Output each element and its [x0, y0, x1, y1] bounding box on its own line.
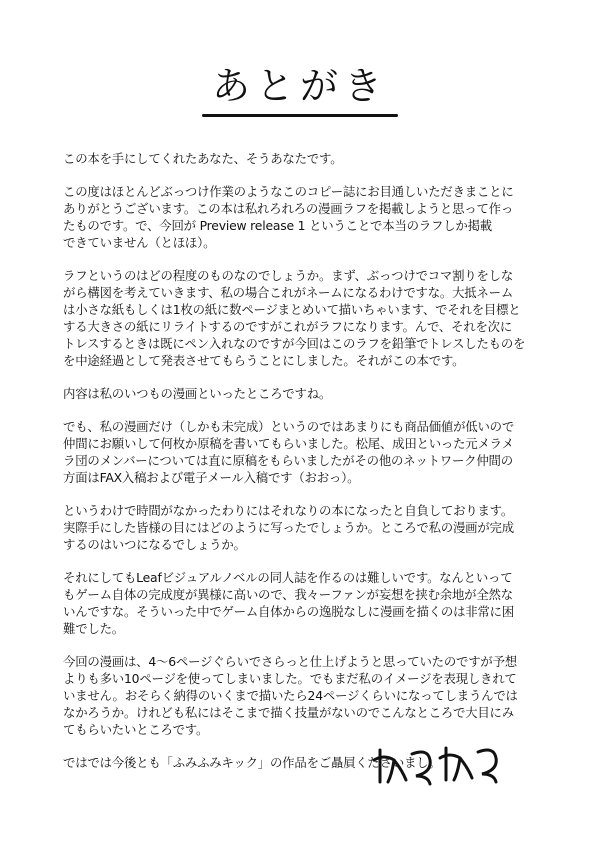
paragraph-line: 内容は私のいつもの漫画といったところですね。 [63, 386, 332, 401]
paragraph-line: この本を手にしてくれたあなた、そうあなたです。 [63, 151, 343, 166]
paragraph-line: もゲーム自体の完成度が異様に高いので、我々ーファンが妄想を挟む余地が全然な [63, 587, 513, 602]
paragraph-line: ラ団のメンバーについては直に原稿をもらいましたがその他のネットワーク仲間の [63, 453, 513, 468]
paragraph-line: ではでは今後とも「ふみふみキック」の作品をご贔屓くださいまし。 [63, 755, 441, 770]
paragraph-line: それにしてもLeafビジュアルノベルの同人誌を作るのは難しいです。なんといって [63, 570, 513, 585]
paragraph-line: 仲間にお願いして何枚か原稿を書いてもらいました。松尾、成田といった元メラメ [63, 436, 514, 451]
paragraph [63, 385, 541, 402]
paragraph-line: よりも多い10ページを使ってしまいました。でもまだ私のイメージを表現しきれて [63, 671, 517, 686]
author-signature [372, 730, 522, 790]
afterword-body [63, 150, 541, 787]
paragraph-line: この度はほとんどぶっつけ作業のようなこのコピー誌にお目通しいただきまことに [63, 184, 514, 199]
paragraph-line: でも、私の漫画だけ（しかも未完成）というのではあまりにも商品価値が低いので [63, 419, 515, 434]
paragraph-line: 実際手にした皆様の目にはどのように写ったでしょうか。ところで私の漫画が完成 [63, 520, 514, 535]
paragraph-line: いんですな。そういった中でゲーム自体からの逸脱なしに漫画を描くのは非常に困 [63, 604, 515, 619]
paragraph [63, 653, 541, 738]
paragraph-line: する大きさの紙にリライトするのですがこれがラフになります。んで、それを次に [63, 319, 513, 334]
paragraph [63, 418, 541, 486]
paragraph [63, 569, 541, 637]
paragraph-line: いません。おそらく納得のいくまで描いたら24ページくらいになってしまうんでは [63, 688, 518, 703]
paragraph-line: ありがとうございます。この本は私れろれろの漫画ラフを掲載しようと思って作っ [63, 201, 514, 216]
paragraph [63, 502, 541, 553]
paragraph-line: たものです。で、今回が Preview release 1 ということで本当のラフしか掲載 [63, 218, 492, 233]
paragraph [63, 150, 541, 167]
paragraph-line: は小さな紙もしくは1枚の紙に数ページまとめいて描いちゃいます、でそれを目標と [63, 302, 521, 317]
title-block [0, 62, 600, 122]
paragraph-line: 難でした。 [63, 621, 124, 636]
paragraph-line: トレスするときは既にペン入れなのですが今回はこのラフを鉛筆でトレスしたものを [63, 336, 526, 351]
paragraph-line: がら構図を考えていきます、私の場合これがネームになるわけですな。大抵ネーム [63, 285, 514, 300]
paragraph-line: というわけで時間がなかったわりにはそれなりの本になったと自負しております。 [63, 503, 514, 518]
page-title: あとがき [211, 64, 388, 108]
paragraph-line: 今回の漫画は、4～6ページぐらいでさらっと仕上げようと思っていたのですが予想 [63, 654, 517, 669]
signature-handwriting [372, 730, 522, 790]
paragraph-line: ラフというのはどの程度のものなのでしょうか。まず、ぶっつけでコマ割りをしな [63, 268, 514, 283]
paragraph-line: するのはいつになるでしょうか。 [63, 537, 246, 552]
paragraph-line: できていません（とほほ）。 [63, 235, 216, 250]
paragraph-line: なかろうか。けれども私にはそこまで描く技量がないのでこんなところで大目にみ [63, 705, 514, 720]
paragraph-line: てもらいたいところです。 [63, 722, 209, 737]
paragraph [63, 267, 541, 369]
paragraph-line: 方面はFAX入稿および電子メール入稿です（おおっ）。 [63, 470, 360, 485]
title-underline [202, 114, 398, 117]
paragraph [63, 183, 541, 251]
paragraph-line: を中途経過として発表させてもらうことにしました。それがこの本です。 [63, 353, 465, 368]
